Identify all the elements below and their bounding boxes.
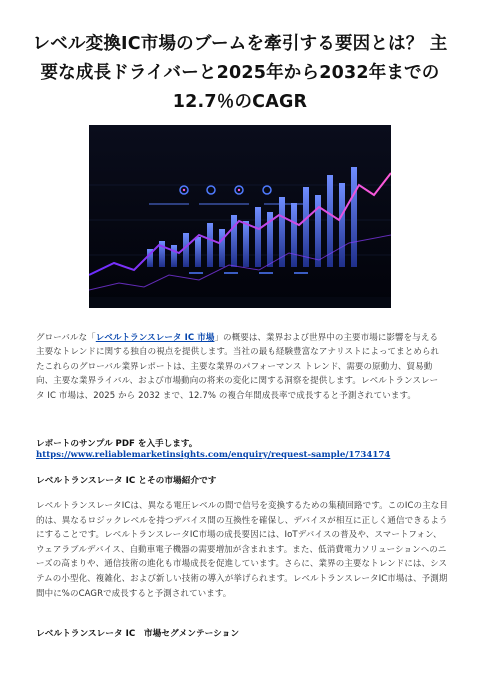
finance-chart-image (89, 125, 391, 308)
sample-request-link[interactable]: https://www.reliablemarketinsights.com/enquiry/request-sample/1734174 (36, 450, 391, 460)
hero-decor-bar (243, 221, 249, 267)
hero-decor-bar (171, 245, 177, 267)
hero-decor-bar (255, 207, 261, 267)
segmentation-heading: レベルトランスレータ IC 市場セグメンテーション (36, 629, 240, 639)
hero-decor-bar (315, 195, 321, 267)
overview-paragraph: レベルトランスレータICは、異なる電圧レベルの間で信号を変換するための集積回路です。このICの主な目的は、異なるロジックレベルを持つデバイス間の互換性を確保し、デバイスが相互に正しく通信できるようにすることです。レベルトランスレータIC市場の成長要因には、IoTデバイスの普及や、スマートフォン、ウェアラブルデバイス、自動車電子機器の需要増加が含まれます。また、低消費電力ソリューションへのニーズの高まりや、通信技術の進化も市場成長を促進しています。さらに、業界の主要なトレンドには、システムの小型化、複雑化、および新しい技術の導入が挙げられます。レベルトランスレータIC市場は、予測期間中に%のCAGRで成長すると予測されています。 (36, 501, 448, 599)
hero-decor-bar (339, 183, 345, 267)
sample-pdf-heading: レポートのサンプル PDF を入手します。 (36, 439, 198, 449)
hero-decor-bar (195, 237, 201, 267)
hero-decor-bar (291, 203, 297, 267)
hero-decor-bar (207, 223, 213, 267)
overview-heading: レベルトランスレータ IC とその市場紹介です (36, 476, 217, 486)
hero-chart-image (89, 125, 391, 308)
hero-decor-bar (183, 233, 189, 267)
hero-decor-bar (303, 187, 309, 267)
intro-paragraph: グローバルな「レベルトランスレータ IC 市場」の概要は、業界および世界中の主要市場に影響を与える主要なトレンドに関する独自の視点を提供します。当社の最も経験豊富なアナリストによってまとめられたこれらのグローバル業界レポートは、主要な業界のパフォーマンス トレンド、需要の原動力、貿易動向、主要な業界ライバル、および市場動向の将来の変化に関する洞察を提供します。レベルトランスレータ IC 市場は、2025 から 2032 まで、12.7% の複合年間成長率で成長すると予測されています。 (36, 333, 440, 401)
hero-decor-bar (351, 167, 357, 267)
hero-decor-bar (219, 229, 225, 267)
article-title: レベル変換IC市場のブームを牽引する要因とは？ 主要な成長ドライバーと2025年から2032年までの12.7％のCAGR (32, 34, 448, 112)
market-report-link[interactable]: レベルトランスレータ IC 市場 (95, 333, 215, 343)
